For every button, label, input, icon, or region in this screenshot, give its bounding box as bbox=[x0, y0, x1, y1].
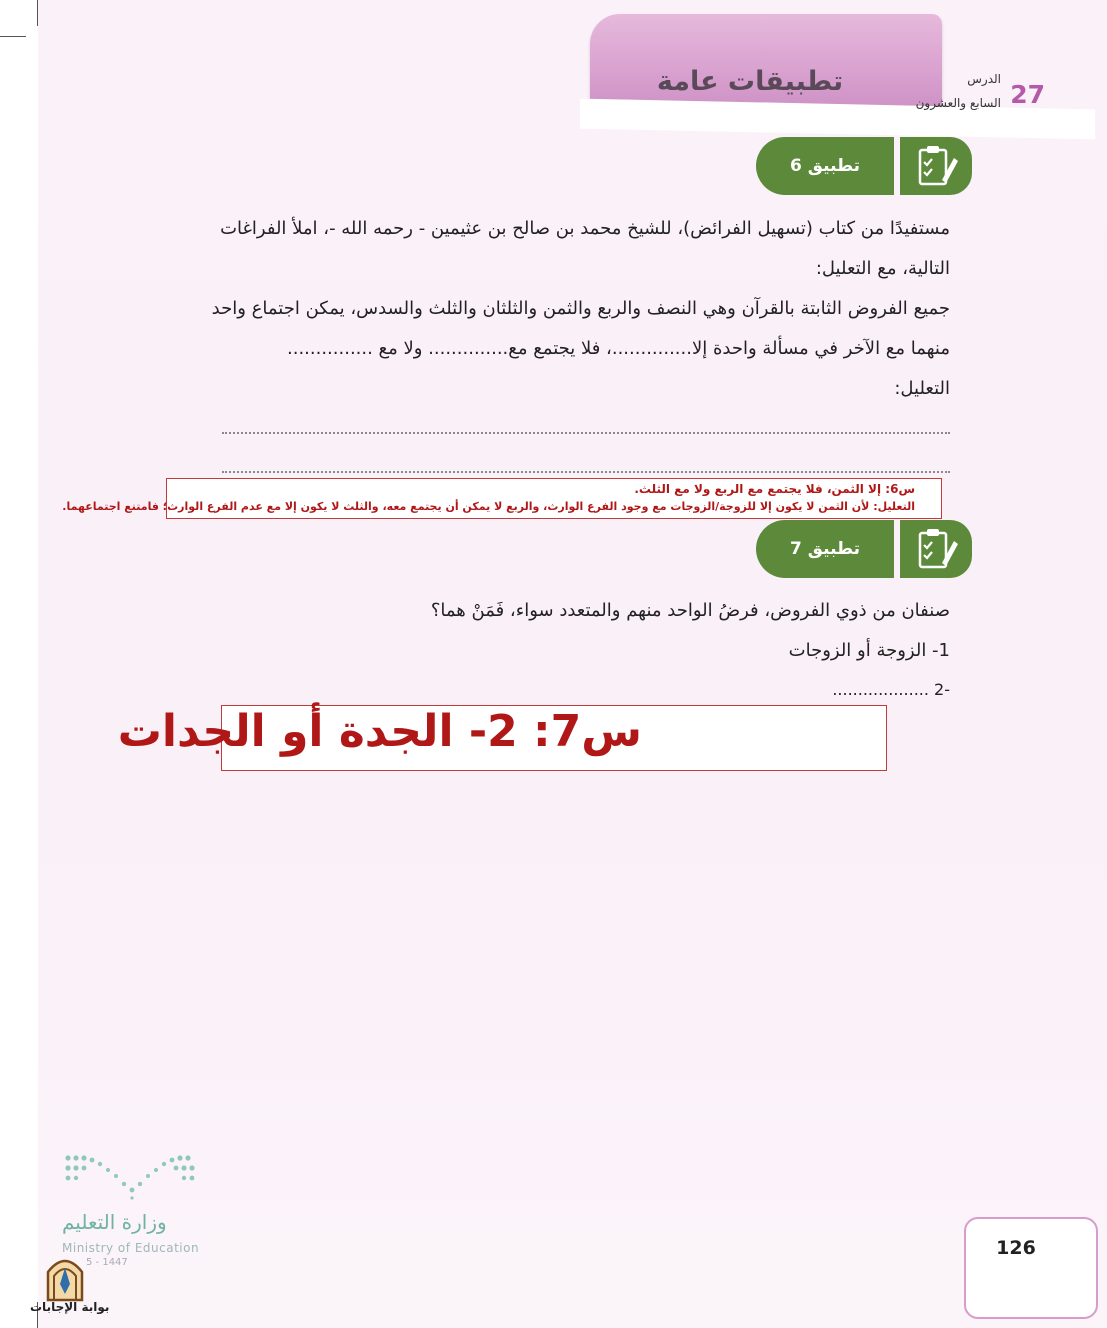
page-number-box bbox=[964, 1217, 1098, 1319]
ministry-year: 5 - 1447 bbox=[86, 1257, 128, 1268]
app7-item-1: 1- الزوجة أو الزوجات bbox=[788, 640, 950, 661]
page-number: 126 bbox=[996, 1237, 1036, 1259]
ministry-logo-icon bbox=[62, 1152, 198, 1200]
textbook-page bbox=[38, 0, 1107, 1328]
lesson-number: 27 bbox=[1010, 80, 1045, 109]
portal-name: بوابة الإجابات bbox=[30, 1300, 110, 1314]
answer6-line2: التعليل: لأن الثمن لا يكون إلا للزوجة/الزوجات مع وجود الفرع الوارث، والربع لا يمكن أن يجتمع معه، والثلث لا يكون إلا مع عدم الفرع الوارث؛ فامتنع اجتماعهما. bbox=[62, 500, 915, 513]
answer-dotted-line bbox=[222, 469, 950, 473]
lesson-ordinal: السابع والعشرون bbox=[915, 96, 1001, 110]
app6-line-1: مستفيدًا من كتاب (تسهيل الفرائض)، للشيخ محمد بن صالح بن عثيمين - رحمه الله -، املأ الفراغات bbox=[220, 218, 950, 239]
answer-box-7 bbox=[117, 705, 887, 771]
ministry-name-english: Ministry of Education bbox=[62, 1241, 200, 1255]
app6-line-2: التالية، مع التعليل: bbox=[815, 258, 950, 279]
answer-dotted-line bbox=[222, 430, 950, 434]
portal-logo-icon bbox=[44, 1254, 86, 1302]
badge-icon-box bbox=[900, 520, 972, 578]
answer7-text: س7: 2- الجدة أو الجدات bbox=[117, 706, 642, 757]
clipboard-pencil-icon bbox=[912, 142, 960, 190]
badge-icon-box bbox=[900, 137, 972, 195]
clipboard-pencil-icon bbox=[912, 525, 960, 573]
answer6-line1: س6: إلا الثمن، فلا يجتمع مع الربع ولا مع الثلث. bbox=[634, 482, 915, 496]
answer-box-6 bbox=[62, 478, 942, 519]
app6-line-5: التعليل: bbox=[894, 378, 950, 399]
badge-app7: تطبيق 7 bbox=[756, 520, 894, 578]
badge-app6: تطبيق 6 bbox=[756, 137, 894, 195]
crop-mark bbox=[0, 36, 26, 37]
lesson-label: الدرس bbox=[967, 72, 1001, 86]
app6-line-3: جميع الفروض الثابتة بالقرآن وهي النصف والربع والثمن والثلثان والثلث والسدس، يمكن اجتماع واحد bbox=[211, 298, 950, 319]
app6-line-4: منهما مع الآخر في مسألة واحدة إلا..............، فلا يجتمع مع.............. ولا مع ............... bbox=[287, 338, 950, 359]
ministry-name-arabic: وزارة التعليم bbox=[62, 1210, 167, 1234]
app7-question: صنفان من ذوي الفروض، فرضُ الواحد منهم والمتعدد سواء، فَمَنْ هما؟ bbox=[430, 600, 950, 621]
app7-item-2: -2 ................... bbox=[832, 680, 950, 699]
lesson-title: تطبيقات عامة bbox=[656, 66, 844, 97]
